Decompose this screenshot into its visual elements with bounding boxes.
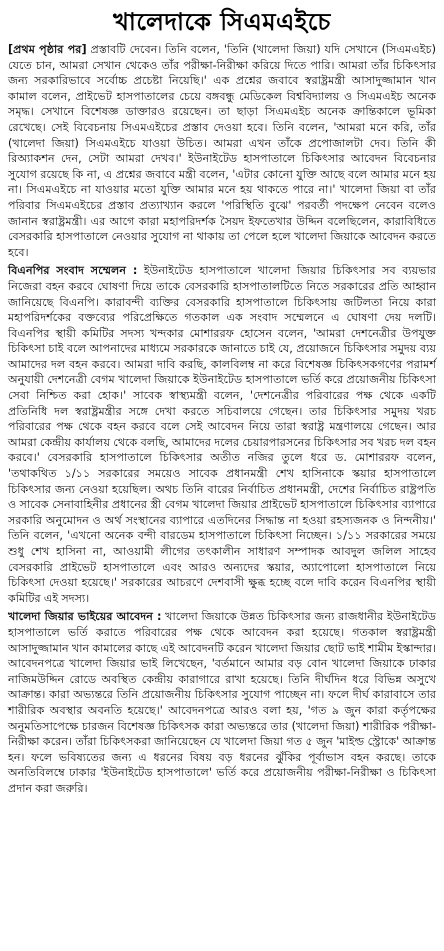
paragraph-brother-application — [8, 609, 436, 796]
paragraph-bnp-press-conference — [8, 263, 436, 606]
paragraph-lead: [প্রথম পৃষ্ঠার পর] — [8, 43, 87, 56]
paragraph-text: ইউনাইটেড হাসপাতালে খালেদা জিয়ার চিকিৎসার সব ব্যয়ভার নিজেরা বহন করবে ঘোষণা দিয়ে তাকে বেসরকারি হাসপাতালটিতে নিতে সরকারের প্রতি আহ্বান জানিয়েছে বিএনপি। কারাবন্দী ব্যক্তির বেসরকারি হাসপাতালে চিকিৎসায় জটিলতা নিয়ে কারা মহাপরিদর্শকের বক্তব্যের পরিপ্রেক্ষিতে গতকাল এক সংবাদ সম্মেলনে এ ঘোষণা দেয় দলটি। বিএনপির স্থায়ী কমিটির সদস্য খন্দকার মোশাররফ হোসেন বলেন, 'আমরা দেশনেত্রীর উপযুক্ত চিকিৎসা চাই বলে আপনাদের মাধ্যমে সরকারকে জানাতে চাই যে, প্রয়োজনে চিকিৎসার সমুদয় ব্যয় আমাদের দল বহন করবে। আমরা দাবি করছি, কালবিলম্ব না করে বিশেষজ্ঞ চিকিৎসকগণের পরামর্শ অনুযায়ী দেশনেত্রী বেগম খালেদা জিয়াকে ইউনাইটেড হাসপাতালে ভর্তি করে প্রয়োজনীয় চিকিৎসা সেবা নিশ্চিত করা হোক।' সাবেক স্বাস্থ্যমন্ত্রী বলেন, 'দেশনেত্রীর পরিবারের পক্ষ থেকে একটি প্রতিনিধি দল স্বরাষ্ট্রমন্ত্রীর সঙ্গে দেখা করতে সচিবালয়ে গেছেন। তার চিকিৎসার সমুদয় খরচ পরিবারের পক্ষ থেকে বহন করবে বলে সেই আবেদন নিয়ে তারা স্বরাষ্ট্র মন্ত্রণালয়ে গেছেন। আর আমরা কেন্দ্রীয় কার্যালয় থেকে বলছি, আমাদের দলের চেয়ারপারসনের চিকিৎসার সব খরচ দল বহন করবে।' বেসরকারি হাসপাতালে চিকিৎসার অতীত নজির তুলে ধরে ড. মোশাররফ বলেন, 'তথাকথিত ১/১১ সরকারের সময়েও সাবেক প্রধানমন্ত্রী শেখ হাসিনাকে স্কয়ার হাসপাতালে চিকিৎসার জন্য নেওয়া হয়েছিল। অথচ তিনি বারের নির্বাচিত প্রধানমন্ত্রী, দেশের নির্বাচিত রাষ্ট্রপতি ও সাবেক সেনাবাহিনীর প্রধানের স্ত্রী বেগম খালেদা জিয়ার প্রাইভেট হাসপাতালে চিকিৎসার ব্যাপারে সরকারি অনুমোদন ও অর্থ সংস্থানের ব্যাপারে এতদিনের সিদ্ধান্ত না হওয়া রহস্যজনক ও নিন্দনীয়।' তিনি বলেন, 'এখনো অনেক বন্দী বারডেম হাসপাতালে চিকিৎসা নিচ্ছেন। ১/১১ সরকারের সময়ে শুধু শেখ হাসিনা না, আওয়ামী লীগের তৎকালীন সাধারণ সম্পাদক আবদুল জলিল সাহেব বেসরকারি প্রাইভেট হাসপাতালে এবং আরও অন্যদের স্কয়ার, অ্যাপোলো হাসপাতালে নিয়ে চিকিৎসা দেওয়া হয়েছে।' সরকারের আচরণে দেশবাসী ক্ষুব্ধ হচ্ছে বলে দাবি করেন বিএনপির স্থায়ী কমিটির এই সদস্য। — [8, 264, 436, 605]
paragraph-text: প্রস্তাবটি দেবেন। তিনি বলেন, 'তিনি (খালেদা জিয়া) যদি সেখানে (সিএমএইচ) যেতে চান, আমরা সেখান থেকেও তাঁর পরীক্ষা-নিরীক্ষা করিয়ে দিতে পারি। আমরা তাঁর চিকিৎসার জন্য সরকারিভাবে সর্বোচ্চ প্রচেষ্টা নিয়েছি।' এক প্রশ্নের জবাবে স্বরাষ্ট্রমন্ত্রী আসাদুজ্জামান খান কামাল বলেন, প্রাইভেট হাসপাতালের চেয়ে বঙ্গবন্ধু মেডিকেল বিশ্ববিদ্যালয় ও সিএমএইচ অনেক সমৃদ্ধ। সেখানে বিশেষজ্ঞ ডাক্তারও রয়েছেন। তা ছাড়া সিএমএইচ অনেক ক্রান্তিকালে ভূমিকা রেখেছে। সেই বিবেচনায় সিএমএইচের প্রস্তাব দেওয়া হবে। তিনি বলেন, 'আমরা মনে করি, তাঁর (খালেদা জিয়া) সিএমএইচে যাওয়া উচিত। আমরা এখন তাঁকে প্রপোজালটা দেব। তিনি কী রিঅ্যাকশন দেন, সেটা আমরা দেখব।' ইউনাইটেড হাসপাতালে চিকিৎসার আবেদন বিবেচনার সুযোগ রয়েছে কি না, এ প্রশ্নের জবাবে মন্ত্রী বলেন, 'এটার কোনো যুক্তি আছে বলে আমার মনে হয় না। সিএমএইচে না যাওয়ার মতো যুক্তি আমার মনে হয় থাকতে পারে না।' খালেদা জিয়া বা তাঁর পরিবার সিএমএইচের প্রস্তাব প্রত্যাখ্যান করলে 'পরিস্থিতি বুঝে' পরবর্তী পদক্ষেপ নেবেন বলেও জানান স্বরাষ্ট্রমন্ত্রী। এর আগে কারা মহাপরিদর্শক সৈয়দ ইফতেখার উদ্দিন বলেছিলেন, কারাবিধিতে বেসরকারি হাসপাতালে নেওয়ার সুযোগ না থাকায় তা পেলে হলে খালেদা জিয়াকে আবেদন করতে হবে। — [8, 43, 436, 259]
paragraph-text: খালেদা জিয়াকে উন্নত চিকিৎসার জন্য রাজধানীর ইউনাইটেড হাসপাতালে ভর্তি করাতে পরিবারের পক্ষ থেকে আবেদন করা হয়েছে। গতকাল স্বরাষ্ট্রমন্ত্রী আসাদুজ্জামান খান কামালের কাছে এই আবেদনটি করেন খালেদা জিয়ার ছোট ভাই শামীম ইস্কান্দার। আবেদনপত্রে খালেদা জিয়ার ভাই লিখেছেন, 'বর্তমানে আমার বড় বোন খালেদা জিয়াকে ঢাকার নাজিমউদ্দিন রোডে অবস্থিত কেন্দ্রীয় কারাগারে রাখা হয়েছে। তিনি দীর্ঘদিন ধরে বিভিন্ন অসুখে আক্রান্ত। কারা অভ্যন্তরে তিনি প্রয়োজনীয় চিকিৎসার সুযোগ পাচ্ছেন না। ফলে দীর্ঘ কারাবাসে তার শারীরিক অবস্থার অবনতি হয়েছে।' আবেদনপত্রে আরও বলা হয়, 'গত ৯ জুন কারা কর্তৃপক্ষের অনুমতিসাপেক্ষে চারজন বিশেষজ্ঞ চিকিৎসক কারা অভ্যন্তরে তার (খালেদা জিয়া) শারীরিক পরীক্ষা-নিরীক্ষা করেন। তাঁরা চিকিৎসকরা জানিয়েছেন যে খালেদা জিয়া গত ৫ জুন 'মাইল্ড স্ট্রোকে' আক্রান্ত হন। ফলে ভবিষ্যতের জন্য এ ধরনের বিষয় বড় ধরনের ঝুঁকির পূর্বাভাস বহন করছে। তাকে অনতিবিলম্বে ঢাকার 'ইউনাইটেড হাসপাতালে' ভর্তি করে প্রয়োজনীয় পরীক্ষা-নিরীক্ষা ও চিকিৎসা প্রদান করা জরুরি। — [8, 610, 436, 795]
paragraph-lead: খালেদা জিয়ার ভাইয়ের আবেদন : — [8, 610, 162, 624]
headline: খালেদাকে সিএমএইচে — [113, 8, 331, 36]
paragraph-lead: বিএনপির সংবাদ সম্মেলন : — [8, 264, 138, 278]
paragraph-continuation — [8, 42, 436, 260]
